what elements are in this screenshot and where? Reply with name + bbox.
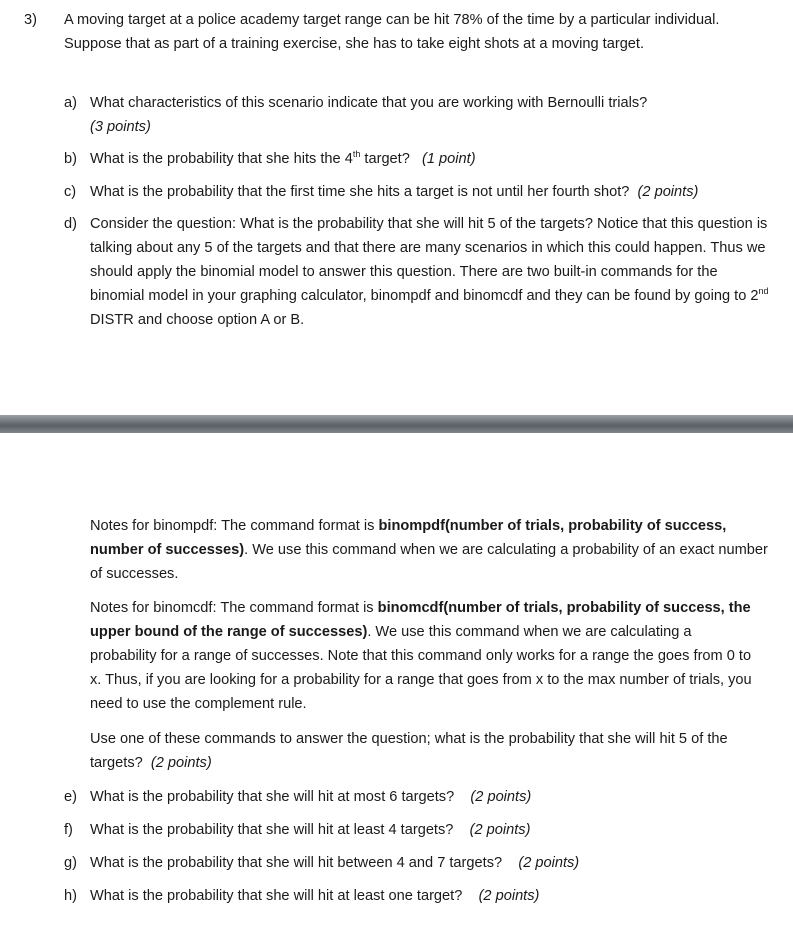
part-f-points: (2 points) xyxy=(469,822,531,838)
part-b-superscript: th xyxy=(352,149,361,159)
part-g-points: (2 points) xyxy=(518,855,580,871)
page-top xyxy=(0,0,793,415)
part-d-text-end: DISTR and choose option A or B. xyxy=(90,312,305,328)
notes-binomcdf-desc: . We use this command when we are calculating a probability for a range of successes. Note that this command only works for a range the goes from 0 to x. Thus, if you are looking for a probability for a range that goes from x to the max number of trials, you need to use the complement rule. xyxy=(90,624,752,712)
question-intro: A moving target at a police academy target range can be hit 78% of the time by a particular individual. Suppose that as part of a training exercise, she has to take eight shots at a moving target. xyxy=(64,12,720,52)
part-b-text: What is the probability that she hits the 4 xyxy=(90,151,353,167)
notes-use-text: Use one of these commands to answer the question; what is the probability that she will hit 5 of the targets? xyxy=(90,731,728,771)
notes-binompdf-format: binompdf(number of trials, probability of success, number of successes) xyxy=(90,518,727,558)
part-e-label: e) xyxy=(64,789,77,805)
part-c-points: (2 points) xyxy=(637,184,699,200)
part-b-label: b) xyxy=(64,151,77,167)
notes-binomcdf-format: binomcdf(number of trials, probability of success, the upper bound of the range of successes) xyxy=(90,600,751,640)
part-a-text: What characteristics of this scenario indicate that you are working with Bernoulli trials? xyxy=(90,95,648,111)
page-bottom xyxy=(0,433,793,927)
notes-binomcdf-intro: Notes for binomcdf: The command format is xyxy=(90,600,378,616)
part-f-text: What is the probability that she will hit at least 4 targets? xyxy=(90,822,454,838)
part-g-label: g) xyxy=(64,855,77,871)
part-a-label: a) xyxy=(64,95,77,111)
notes-binompdf xyxy=(90,514,770,586)
part-c-text: What is the probability that the first time she hits a target is not until her fourth shot? xyxy=(90,184,630,200)
part-d-label: d) xyxy=(64,216,77,232)
part-d-superscript: nd xyxy=(758,286,769,296)
part-b-points: (1 point) xyxy=(422,151,476,167)
notes-use-command xyxy=(90,727,760,775)
part-c-label: c) xyxy=(64,184,77,200)
part-h-label: h) xyxy=(64,888,77,904)
part-g-text: What is the probability that she will hit between 4 and 7 targets? xyxy=(90,855,503,871)
part-a-points: (3 points) xyxy=(90,119,151,135)
part-f-label: f) xyxy=(64,822,73,838)
part-e-text: What is the probability that she will hit at most 6 targets? xyxy=(90,789,455,805)
part-h-points: (2 points) xyxy=(478,888,540,904)
notes-binomcdf xyxy=(90,596,760,716)
page-divider xyxy=(0,415,793,433)
part-e-points: (2 points) xyxy=(470,789,532,805)
part-d-text: Consider the question: What is the probability that she will hit 5 of the targets? Notice that this question is talking about any 5 of the targets and that there are many scenarios in which this could happen. Thus we should apply the binomial model to answer this question. There are two built-in commands for the binomial model in your graphing calculator, binompdf and binomcdf and they can be found by going to 2 xyxy=(90,216,768,304)
notes-use-points: (2 points) xyxy=(150,755,212,771)
notes-binompdf-intro: Notes for binompdf: The command format is xyxy=(90,518,379,534)
notes-binompdf-desc: . We use this command when we are calculating a probability of an exact number of successes. xyxy=(90,542,768,582)
part-h-text: What is the probability that she will hit at least one target? xyxy=(90,888,463,904)
question-number: 3) xyxy=(24,12,37,28)
part-b-text-end: target? xyxy=(360,151,410,167)
